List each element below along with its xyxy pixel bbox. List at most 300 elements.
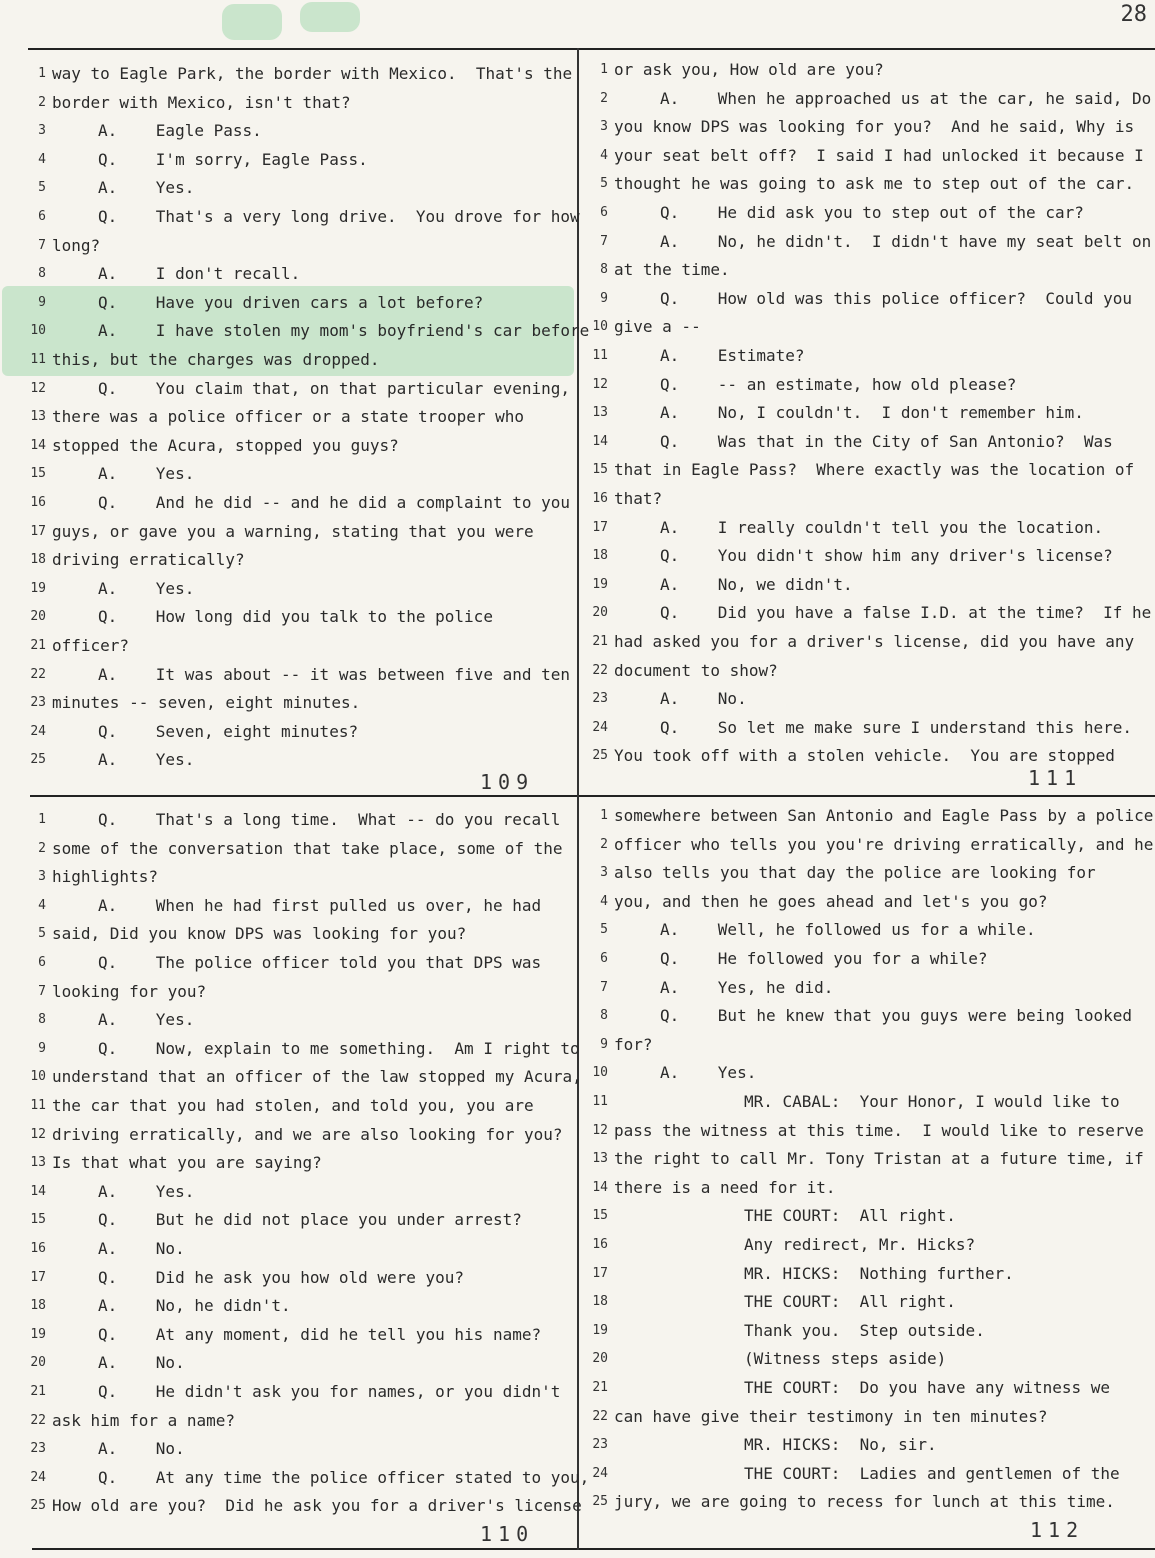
line-number: 5 [38, 926, 46, 942]
line-number: 8 [600, 262, 608, 278]
transcript-line [22, 289, 562, 317]
transcript-line [584, 1059, 1124, 1087]
line-number: 10 [30, 323, 46, 339]
line-text: Q. And he did -- and he did a complaint to you [98, 493, 571, 512]
transcript-line [584, 599, 1152, 627]
line-number: 9 [38, 1040, 46, 1056]
line-text: THE COURT: Do you have any witness we [744, 1378, 1111, 1397]
transcript-line [22, 1149, 562, 1177]
transcript-line [584, 802, 1154, 830]
line-number: 1 [38, 812, 46, 827]
transcript-line [584, 657, 1124, 685]
transcript-line [22, 718, 562, 746]
line-number: 13 [592, 405, 608, 421]
transcript-line [22, 575, 562, 603]
line-text: A. Yes. [660, 1063, 757, 1083]
transcript-line [584, 1174, 1124, 1202]
line-text: minutes -- seven, eight minutes. [52, 693, 361, 713]
line-text: A. No, I couldn't. I don't remember him. [660, 403, 1084, 423]
line-text: A. I really couldn't tell you the location. [660, 517, 1104, 537]
transcript-line [584, 1202, 1124, 1230]
line-number: 2 [38, 94, 46, 110]
transcript-line [22, 203, 580, 231]
line-text: A. When he had first pulled us over, he had [98, 895, 542, 915]
line-text: that in Eagle Pass? Where exactly was the location of [614, 460, 1135, 480]
line-text: the car that you had stolen, and told you, you are [52, 1096, 534, 1115]
transcript-line [584, 571, 1124, 599]
line-text: thought he was going to ask me to step out of the car. [614, 174, 1135, 194]
transcript-line [22, 1235, 562, 1263]
line-number: 6 [600, 951, 608, 966]
transcript-line [22, 432, 562, 460]
line-text: highlights? [52, 867, 158, 887]
line-number: 20 [592, 605, 608, 621]
transcript-line [22, 174, 562, 202]
line-number: 5 [600, 922, 608, 938]
transcript-line [22, 1206, 562, 1234]
line-number: 18 [592, 548, 608, 564]
transcript-line [584, 1374, 1124, 1402]
transcript-line [584, 256, 1124, 284]
line-text: way to Eagle Park, the border with Mexico. That's the [52, 64, 573, 83]
line-text: Q. You claim that, on that particular evening, [98, 378, 571, 398]
line-number: 22 [592, 1408, 608, 1424]
transcript-line [22, 460, 562, 488]
line-number: 21 [30, 638, 46, 653]
line-text: that? [614, 489, 663, 508]
line-number: 4 [38, 151, 46, 167]
line-text: Q. He followed you for a while? [660, 949, 988, 968]
transcript-line [584, 371, 1124, 399]
line-number: 12 [30, 380, 46, 396]
line-text: Q. Have you driven cars a lot before? [98, 292, 484, 312]
transcript-line [22, 146, 562, 174]
transcript-line [584, 1117, 1144, 1145]
line-text: A. Yes. [98, 750, 195, 770]
line-number: 23 [30, 1441, 46, 1457]
line-text: A. Yes. [98, 1010, 195, 1030]
transcript-line [22, 689, 562, 717]
line-number: 2 [600, 836, 608, 852]
line-number: 12 [592, 376, 608, 392]
line-text: THE COURT: All right. [744, 1206, 956, 1226]
line-text: Q. Did you have a false I.D. at the time? If he [660, 603, 1152, 623]
line-text: THE COURT: Ladies and gentlemen of the [744, 1463, 1120, 1483]
line-text: A. Yes. [98, 1181, 195, 1201]
line-text: you, and then he goes ahead and let's you go? [614, 891, 1048, 911]
line-number: 25 [592, 1494, 608, 1510]
transcript-line [584, 916, 1124, 944]
transcript-line [584, 399, 1124, 427]
line-number: 14 [592, 1179, 608, 1195]
line-number: 19 [30, 1326, 46, 1342]
line-number: 13 [592, 1151, 608, 1167]
line-text: Thank you. Step outside. [744, 1320, 985, 1340]
line-number: 21 [30, 1384, 46, 1399]
transcript-line [584, 285, 1133, 313]
line-number: 17 [30, 523, 46, 539]
line-text: driving erratically, and we are also looking for you? [52, 1124, 563, 1144]
line-text: MR. HICKS: No, sir. [744, 1435, 937, 1455]
line-text: stopped the Acura, stopped you guys? [52, 435, 399, 455]
transcript-line [22, 661, 571, 689]
line-number: 14 [592, 433, 608, 449]
transcript-line [584, 1031, 1124, 1059]
line-text: some of the conversation that take place, some of the [52, 838, 563, 858]
line-number: 25 [30, 752, 46, 768]
line-number: 3 [38, 869, 46, 885]
line-text: Q. I'm sorry, Eagle Pass. [98, 149, 368, 169]
transcript-line [22, 978, 562, 1006]
line-text: or ask you, How old are you? [614, 60, 884, 79]
line-number: 13 [30, 1155, 46, 1171]
line-text: Q. How old was this police officer? Could you [660, 288, 1133, 308]
line-text: this, but the charges was dropped. [52, 350, 380, 369]
transcript-line [584, 1488, 1124, 1516]
line-text: can have give their testimony in ten minutes? [614, 1406, 1048, 1426]
line-number: 13 [30, 409, 46, 425]
line-text: A. No, he didn't. I didn't have my seat belt on [660, 231, 1152, 251]
line-number: 10 [592, 319, 608, 335]
middle-rule [30, 795, 1155, 797]
transcript-line [22, 892, 562, 920]
line-number: 3 [38, 123, 46, 139]
transcript-line [22, 1292, 562, 1320]
line-number: 14 [30, 1183, 46, 1199]
line-text: there is a need for it. [614, 1177, 836, 1197]
line-text: somewhere between San Antonio and Eagle Pass by a police [614, 806, 1154, 825]
transcript-line [584, 199, 1124, 227]
line-number: 21 [592, 634, 608, 649]
line-number: 10 [30, 1069, 46, 1085]
transcript-line [22, 863, 562, 891]
line-number: 1 [600, 62, 608, 77]
line-number: 15 [30, 466, 46, 482]
line-text: MR. CABAL: Your Honor, I would like to [744, 1092, 1120, 1111]
line-number: 17 [592, 1265, 608, 1281]
line-number: 12 [30, 1126, 46, 1142]
line-number: 25 [592, 748, 608, 764]
line-number: 15 [592, 1208, 608, 1224]
line-number: 17 [30, 1269, 46, 1285]
line-text: A. Yes, he did. [660, 977, 834, 997]
line-text: jury, we are going to recess for lunch at this time. [614, 1492, 1115, 1512]
line-number: 23 [30, 695, 46, 711]
line-text: THE COURT: All right. [744, 1292, 956, 1312]
transcript-line [584, 831, 1154, 859]
line-text: Q. He didn't ask you for names, or you didn't [98, 1382, 561, 1401]
transcript-line [584, 974, 1124, 1002]
line-text: document to show? [614, 660, 778, 680]
line-text: guys, or gave you a warning, stating that you were [52, 521, 534, 541]
sheet-number: 28 [1120, 2, 1147, 27]
line-text: Q. Now, explain to me something. Am I right to [98, 1038, 580, 1058]
line-text: How old are you? Did he ask you for a driver's license [52, 1496, 582, 1516]
line-text: Q. Was that in the City of San Antonio? Was [660, 431, 1113, 451]
line-number: 6 [600, 205, 608, 220]
transcript-line [22, 1378, 562, 1406]
line-text: A. No. [98, 1439, 185, 1459]
transcript-line [22, 1006, 562, 1034]
transcript-line [584, 1260, 1124, 1288]
line-text: there was a police officer or a state trooper who [52, 407, 525, 427]
line-text: A. Estimate? [660, 346, 805, 365]
line-text: A. No, we didn't. [660, 574, 853, 594]
line-number: 14 [30, 437, 46, 453]
line-number: 3 [600, 119, 608, 135]
line-text: A. When he approached us at the car, he said, Do [660, 88, 1152, 108]
line-text: A. It was about -- it was between five and ten [98, 664, 571, 684]
line-text: Is that what you are saying? [52, 1153, 322, 1173]
line-number: 9 [38, 294, 46, 310]
line-text: Q. But he did not place you under arrest? [98, 1210, 522, 1230]
line-text: said, Did you know DPS was looking for you? [52, 924, 467, 944]
line-text: A. No. [660, 689, 747, 709]
line-text: officer who tells you you're driving erratically, and he [614, 834, 1154, 854]
transcript-line [22, 1492, 582, 1520]
highlighter-smudge [222, 4, 282, 40]
line-text: Q. That's a long time. What -- do you recall [98, 810, 561, 829]
transcript-line [584, 1231, 1124, 1259]
line-text: give a -- [614, 317, 701, 337]
line-number: 17 [592, 519, 608, 535]
line-number: 4 [38, 897, 46, 913]
transcript-line [22, 260, 562, 288]
line-number: 22 [30, 1412, 46, 1428]
line-number: 18 [30, 552, 46, 568]
line-number: 5 [600, 176, 608, 192]
line-number: 2 [38, 840, 46, 856]
transcript-line [584, 714, 1133, 742]
transcript-line [584, 945, 1124, 973]
line-number: 7 [38, 237, 46, 253]
transcript-line [22, 806, 562, 834]
line-text: also tells you that day the police are looking for [614, 863, 1096, 883]
transcript-line [22, 489, 571, 517]
transcript-line [584, 85, 1152, 113]
line-text: A. Yes. [98, 464, 195, 484]
line-number: 4 [600, 147, 608, 163]
line-number: 1 [600, 808, 608, 823]
line-text: Q. Did he ask you how old were you? [98, 1267, 465, 1287]
page-number: 111 [1028, 766, 1083, 790]
transcript-line [22, 60, 573, 88]
line-number: 10 [592, 1065, 608, 1081]
line-number: 16 [30, 1241, 46, 1256]
transcript-line [584, 170, 1135, 198]
bottom-rule [32, 1548, 1155, 1550]
line-text: pass the witness at this time. I would like to reserve [614, 1120, 1144, 1140]
transcript-line [584, 1088, 1124, 1116]
transcript-line [22, 1464, 590, 1492]
line-number: 9 [600, 1036, 608, 1052]
transcript-line [584, 1345, 1124, 1373]
line-text: A. I have stolen my mom's boyfriend's car before [98, 321, 590, 341]
transcript-line [584, 142, 1144, 170]
line-number: 15 [592, 462, 608, 478]
line-text: Q. He did ask you to step out of the car? [660, 203, 1084, 222]
line-text: A. Yes. [98, 578, 195, 598]
transcript-line [584, 313, 1124, 341]
transcript-line [22, 603, 562, 631]
transcript-line [584, 1431, 1124, 1459]
transcript-line [22, 1264, 562, 1292]
transcript-line [22, 546, 562, 574]
transcript-line [584, 228, 1152, 256]
line-text: Q. But he knew that you guys were being looked [660, 1006, 1133, 1026]
line-text: Q. How long did you talk to the police [98, 607, 493, 627]
transcript-line [22, 1407, 562, 1435]
line-number: 8 [38, 1012, 46, 1028]
line-number: 11 [592, 348, 608, 363]
line-text: Any redirect, Mr. Hicks? [744, 1235, 976, 1254]
line-number: 6 [38, 209, 46, 224]
line-text: Q. That's a very long drive. You drove for how [98, 207, 580, 226]
transcript-line [22, 375, 571, 403]
transcript-line [22, 1121, 562, 1149]
line-number: 25 [30, 1498, 46, 1514]
line-text: A. Eagle Pass. [98, 121, 262, 141]
line-text: looking for you? [52, 981, 207, 1001]
line-number: 15 [30, 1212, 46, 1228]
transcript-line [584, 1403, 1124, 1431]
page-number: 112 [1030, 1518, 1085, 1542]
page-number: 109 [480, 770, 535, 794]
line-number: 11 [592, 1094, 608, 1109]
transcript-line [584, 428, 1124, 456]
line-text: at the time. [614, 260, 730, 280]
line-number: 16 [592, 1237, 608, 1252]
line-number: 18 [592, 1294, 608, 1310]
transcript-line [584, 56, 1124, 84]
line-text: (Witness steps aside) [744, 1349, 947, 1369]
transcript-line [584, 113, 1135, 141]
line-text: A. Yes. [98, 178, 195, 198]
line-text: for? [614, 1034, 653, 1054]
line-text: A. No. [98, 1239, 185, 1258]
line-number: 7 [600, 233, 608, 249]
line-text: Q. You didn't show him any driver's license? [660, 546, 1113, 566]
line-text: Q. At any time the police officer stated to you, [98, 1467, 590, 1487]
transcript-line [584, 514, 1124, 542]
transcript-line [22, 403, 562, 431]
line-text: the right to call Mr. Tony Tristan at a future time, if [614, 1149, 1144, 1169]
line-number: 24 [30, 723, 46, 739]
transcript-page-110 [22, 806, 590, 1536]
line-number: 23 [592, 691, 608, 707]
transcript-line [22, 920, 562, 948]
line-number: 9 [600, 290, 608, 306]
transcript-line [584, 859, 1124, 887]
line-number: 22 [592, 662, 608, 678]
transcript-line [584, 685, 1124, 713]
transcript-line [22, 89, 562, 117]
line-text: A. I don't recall. [98, 264, 301, 284]
line-text: long? [52, 235, 101, 255]
transcript-line [584, 542, 1124, 570]
top-rule [28, 48, 1155, 50]
line-number: 20 [30, 1355, 46, 1371]
transcript-line [584, 888, 1124, 916]
line-text: A. Well, he followed us for a while. [660, 920, 1036, 940]
line-number: 21 [592, 1380, 608, 1395]
line-number: 5 [38, 180, 46, 196]
line-text: Q. So let me make sure I understand this here. [660, 717, 1133, 737]
line-number: 23 [592, 1437, 608, 1453]
transcript-line [584, 456, 1135, 484]
line-text: ask him for a name? [52, 1410, 236, 1430]
transcript-page-111 [584, 56, 1152, 786]
line-text: MR. HICKS: Nothing further. [744, 1263, 1014, 1283]
transcript-line [584, 1145, 1144, 1173]
line-number: 8 [600, 1008, 608, 1024]
column-divider [577, 48, 579, 1550]
highlighter-smudge [300, 2, 360, 32]
transcript-line [22, 1035, 580, 1063]
line-number: 3 [600, 865, 608, 881]
line-number: 20 [592, 1351, 608, 1367]
transcript-line [22, 1349, 562, 1377]
line-text: understand that an officer of the law stopped my Acura, [52, 1067, 582, 1087]
line-number: 4 [600, 893, 608, 909]
transcript-line [584, 342, 1124, 370]
line-text: Q. -- an estimate, how old please? [660, 374, 1017, 394]
line-number: 24 [592, 719, 608, 735]
line-number: 16 [30, 495, 46, 510]
line-number: 19 [30, 580, 46, 596]
page-number: 110 [480, 1522, 535, 1546]
transcript-line [22, 1435, 562, 1463]
transcript-line [584, 1317, 1124, 1345]
line-text: officer? [52, 636, 130, 655]
transcript-page-109 [22, 60, 590, 790]
line-number: 24 [30, 1469, 46, 1485]
line-number: 11 [30, 1098, 46, 1113]
line-number: 2 [600, 90, 608, 106]
line-text: border with Mexico, isn't that? [52, 92, 351, 112]
transcript-line [22, 117, 562, 145]
line-text: Q. The police officer told you that DPS was [98, 953, 542, 972]
transcript-line [584, 1288, 1124, 1316]
transcript-line [22, 1092, 562, 1120]
transcript-line [22, 317, 590, 345]
line-text: You took off with a stolen vehicle. You are stopped [614, 746, 1115, 766]
line-number: 11 [30, 352, 46, 367]
line-number: 18 [30, 1298, 46, 1314]
line-number: 22 [30, 666, 46, 682]
transcript-line [584, 628, 1135, 656]
transcript-line [22, 346, 562, 374]
line-number: 20 [30, 609, 46, 625]
line-number: 7 [600, 979, 608, 995]
line-number: 19 [592, 576, 608, 592]
transcript-line [22, 632, 562, 660]
line-number: 1 [38, 66, 46, 81]
line-text: driving erratically? [52, 550, 245, 570]
line-text: had asked you for a driver's license, did you have any [614, 632, 1135, 651]
line-number: 16 [592, 491, 608, 506]
transcript-line [22, 1321, 562, 1349]
line-number: 24 [592, 1465, 608, 1481]
line-text: A. No. [98, 1353, 185, 1373]
line-text: Q. Seven, eight minutes? [98, 721, 359, 741]
line-number: 6 [38, 955, 46, 970]
transcript-line [22, 1063, 582, 1091]
line-text: A. No, he didn't. [98, 1296, 291, 1316]
line-text: you know DPS was looking for you? And he said, Why is [614, 117, 1135, 137]
line-number: 12 [592, 1122, 608, 1138]
transcript-line [22, 949, 562, 977]
